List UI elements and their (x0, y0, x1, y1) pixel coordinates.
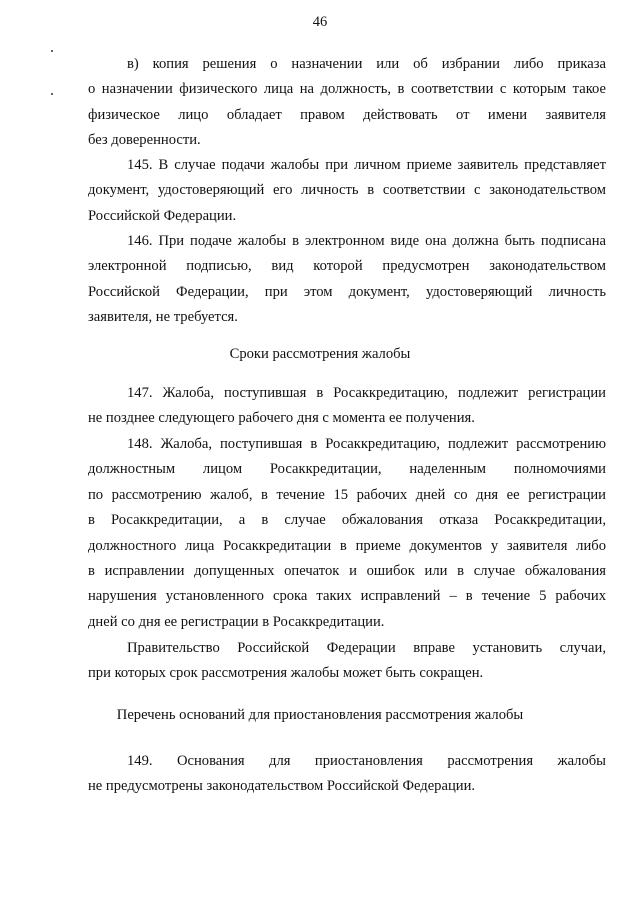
text-line: нарушения установленного срока таких исправлений – в течение 5 рабочих (88, 588, 606, 605)
text-line: о назначении физического лица на должность, в соответствии с которым такое (88, 81, 606, 98)
text-line: 145. В случае подачи жалобы при личном приеме заявитель представляет (127, 157, 606, 173)
text-line: не предусмотрены законодательством Российской Федерации. (88, 778, 476, 795)
text-line: Правительство Российской Федерации вправе установить случаи, (127, 640, 606, 656)
text-line: в) копия решения о назначении или об избрании либо приказа (127, 56, 606, 72)
paragraph-146 (88, 229, 606, 331)
text-line: 146. При подаче жалобы в электронном виде она должна быть подписана (127, 233, 606, 249)
text-line: физическое лицо обладает правом действовать от имени заявителя (88, 106, 606, 123)
text-line: не позднее следующего рабочего дня с момента ее получения. (88, 410, 475, 427)
section-heading-review-terms: Сроки рассмотрения жалобы (229, 346, 411, 362)
text-line: электронной подписью, вид которой предусмотрен законодательством (88, 258, 606, 275)
page-number: 46 (312, 14, 328, 30)
text-line: в Росаккредитации, а в случае обжалования отказа Росаккредитации, (88, 512, 606, 529)
scan-speck (51, 50, 53, 52)
text-line: в исправлении допущенных опечаток и ошибок или в случае обжалования (88, 563, 606, 580)
text-line: Российской Федерации. (88, 207, 237, 224)
paragraph-145 (88, 153, 606, 229)
text-line: по рассмотрению жалоб, в течение 15 рабочих дней со дня ее регистрации (88, 486, 606, 503)
text-line: документ, удостоверяющий его личность в соответствии с законодательством (88, 182, 606, 199)
text-line: заявителя, не требуется. (88, 309, 238, 326)
paragraph-government (88, 636, 606, 687)
text-line: Российской Федерации, при этом документ, удостоверяющий личность (88, 283, 606, 300)
paragraph-149 (88, 749, 606, 800)
text-line: должностным лицом Росаккредитации, наделенным полномочиями (88, 461, 606, 478)
text-line: 149. Основания для приостановления рассмотрения жалобы (127, 753, 606, 769)
text-line: 147. Жалоба, поступившая в Росаккредитацию, подлежит регистрации (127, 385, 606, 401)
scan-speck (51, 93, 53, 95)
text-line: без доверенности. (88, 132, 201, 149)
text-line: при которых срок рассмотрения жалобы может быть сокращен. (88, 665, 484, 682)
paragraph-v (88, 52, 606, 154)
section-heading-suspension-grounds: Перечень оснований для приостановления рассмотрения жалобы (116, 707, 524, 723)
text-line: должностного лица Росаккредитации в приеме документов у заявителя либо (88, 537, 606, 554)
text-line: 148. Жалоба, поступившая в Росаккредитацию, подлежит рассмотрению (127, 436, 606, 452)
paragraph-147 (88, 381, 606, 432)
paragraph-148 (88, 432, 606, 635)
text-line: дней со дня ее регистрации в Росаккредитации. (88, 613, 385, 630)
